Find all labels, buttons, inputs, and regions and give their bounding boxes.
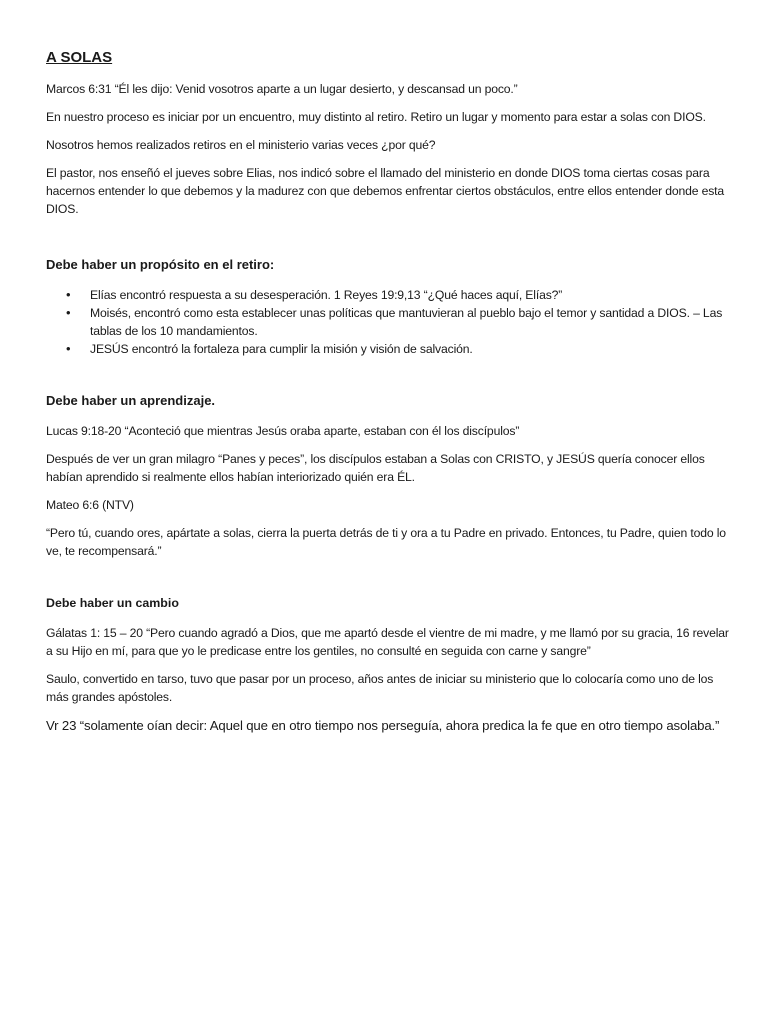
list-item: • Elías encontró respuesta a su desesperación. 1 Reyes 19:9,13 “¿Qué haces aquí, Elías?” xyxy=(46,286,736,304)
spacer xyxy=(46,570,736,594)
intro-reference: Marcos 6:31 “Él les dijo: Venid vosotros aparte a un lugar desierto, y descansad un poco.” xyxy=(46,82,518,96)
learning-paragraph-3: Mateo 6:6 (NTV) xyxy=(46,498,134,512)
intro-paragraph-3: El pastor, nos enseñó el jueves sobre Elias, nos indicó sobre el llamado del ministerio en donde DIOS toma ciertas cosas para hacernos entender lo que debemos y la madurez con que debemos enfrentar ciertos obstáculos, entre ellos entender donde esta DIOS. xyxy=(46,166,725,216)
list-item: • Moisés, encontró como esta establecer unas políticas que mantuvieran al pueblo bajo el temor y santidad a DIOS. – Las tablas de los 10 mandamientos. xyxy=(46,304,736,340)
change-paragraph-1: Gálatas 1: 15 – 20 “Pero cuando agradó a Dios, que me apartó desde el vientre de mi madre, y me llamó por su gracia, 16 revelar a su Hijo en mí, para que yo le predicase entre los gentiles, no consulté en seguida con carne y sangre” xyxy=(46,626,729,658)
intro-paragraph-1: En nuestro proceso es iniciar por un encuentro, muy distinto al retiro. Retiro un lugar y momento para estar a solas con DIOS. xyxy=(46,110,706,124)
change-paragraph-3: Vr 23 “solamente oían decir: Aquel que en otro tiempo nos perseguía, ahora predica la fe que en otro tiempo asolaba.” xyxy=(46,718,720,733)
spacer xyxy=(46,368,736,392)
purpose-bullet-list xyxy=(46,286,736,358)
intro-paragraph-2: Nosotros hemos realizados retiros en el ministerio varias veces ¿por qué? xyxy=(46,138,436,152)
learning-paragraph-1: Lucas 9:18-20 “Aconteció que mientras Jesús oraba aparte, estaban con él los discípulos” xyxy=(46,424,520,438)
learning-paragraph-2: Después de ver un gran milagro “Panes y peces”, los discípulos estaban a Solas con CRISTO, y JESÚS quería conocer ellos habían aprendido si realmente ellos habían interiorizado quién era ÉL. xyxy=(46,452,705,484)
change-paragraph-2: Saulo, convertido en tarso, tuvo que pasar por un proceso, años antes de iniciar su ministerio que lo colocaría como uno de los más grandes apóstoles. xyxy=(46,672,714,704)
learning-paragraph-4: “Pero tú, cuando ores, apártate a solas, cierra la puerta detrás de ti y ora a tu Padre en privado. Entonces, tu Padre, quien todo lo ve, te recompensará.” xyxy=(46,526,726,558)
section-purpose-heading: Debe haber un propósito en el retiro: xyxy=(46,257,275,272)
section-change-heading: Debe haber un cambio xyxy=(46,596,179,610)
document-title: A SOLAS xyxy=(46,49,113,66)
section-learning-heading: Debe haber un aprendizaje. xyxy=(46,393,216,408)
spacer xyxy=(46,228,736,256)
list-item: • JESÚS encontró la fortaleza para cumplir la misión y visión de salvación. xyxy=(46,340,736,358)
document-page xyxy=(46,48,736,746)
